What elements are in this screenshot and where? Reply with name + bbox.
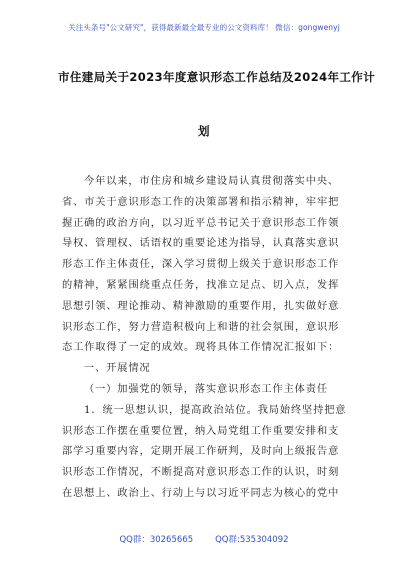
footer-qq-group-2: QQ群:535304092: [215, 535, 289, 545]
body-line: 1．统一思想认识，提高政治站位。我局始终坚持把意: [84, 404, 347, 416]
section-heading: 一、开展情况: [84, 363, 151, 375]
document-title-line-1: 市住建局关于2023年度意识形态工作总结及2024年工作计: [58, 70, 376, 84]
body-line: 部学习重要内容，定期开展工作研判，及时向上级报告意: [62, 446, 340, 458]
body-line: 识形态工作情况，不断提高对意识形态工作的认识，时刻: [62, 467, 340, 479]
body-line: 识形态工作，努力营造积极向上和谐的社会氛围，意识形: [62, 321, 340, 333]
body-line: 握正确的政治方向，以习近平总书记关于意识形态工作领: [62, 217, 340, 229]
footer-contact: [0, 533, 408, 545]
footer-qq-group-1: QQ群：30265665: [119, 535, 194, 545]
body-line: 态工作取得了一定的成效。现将具体工作情况汇报如下：: [62, 342, 340, 354]
body-line: 省、市关于意识形态工作的决策部署和指示精神，牢牢把: [62, 196, 340, 208]
body-line: 形态工作主体责任，深入学习贯彻上级关于意识形态工作: [62, 259, 340, 271]
body-line: 思想引领、理论推动、精神激励的重要作用，扎实做好意: [62, 300, 340, 312]
body-line: 今年以来，市住房和城乡建设局认真贯彻落实中央、: [84, 176, 340, 187]
subsection-heading: （一）加强党的领导，落实意识形态工作主体责任: [84, 383, 328, 395]
document-title-line-2: 划: [198, 124, 210, 138]
body-line: 在思想上、政治上、行动上与以习近平同志为核心的党中: [62, 487, 340, 499]
body-line: 导权、管理权、话语权的重要论述为指导，认真落实意识: [62, 238, 340, 250]
document-body: [62, 172, 348, 505]
header-promo-note: 关注头条号"公文研究"，获得最新最全最专业的公文资料库！ 微信：gongwenyj: [68, 23, 340, 32]
body-line: 的精神，紧紧围绕重点任务，找准立足点、切入点，发挥: [62, 279, 340, 291]
body-line: 识形态工作摆在重要位置，纳入局党组工作重要安排和支: [62, 425, 340, 437]
